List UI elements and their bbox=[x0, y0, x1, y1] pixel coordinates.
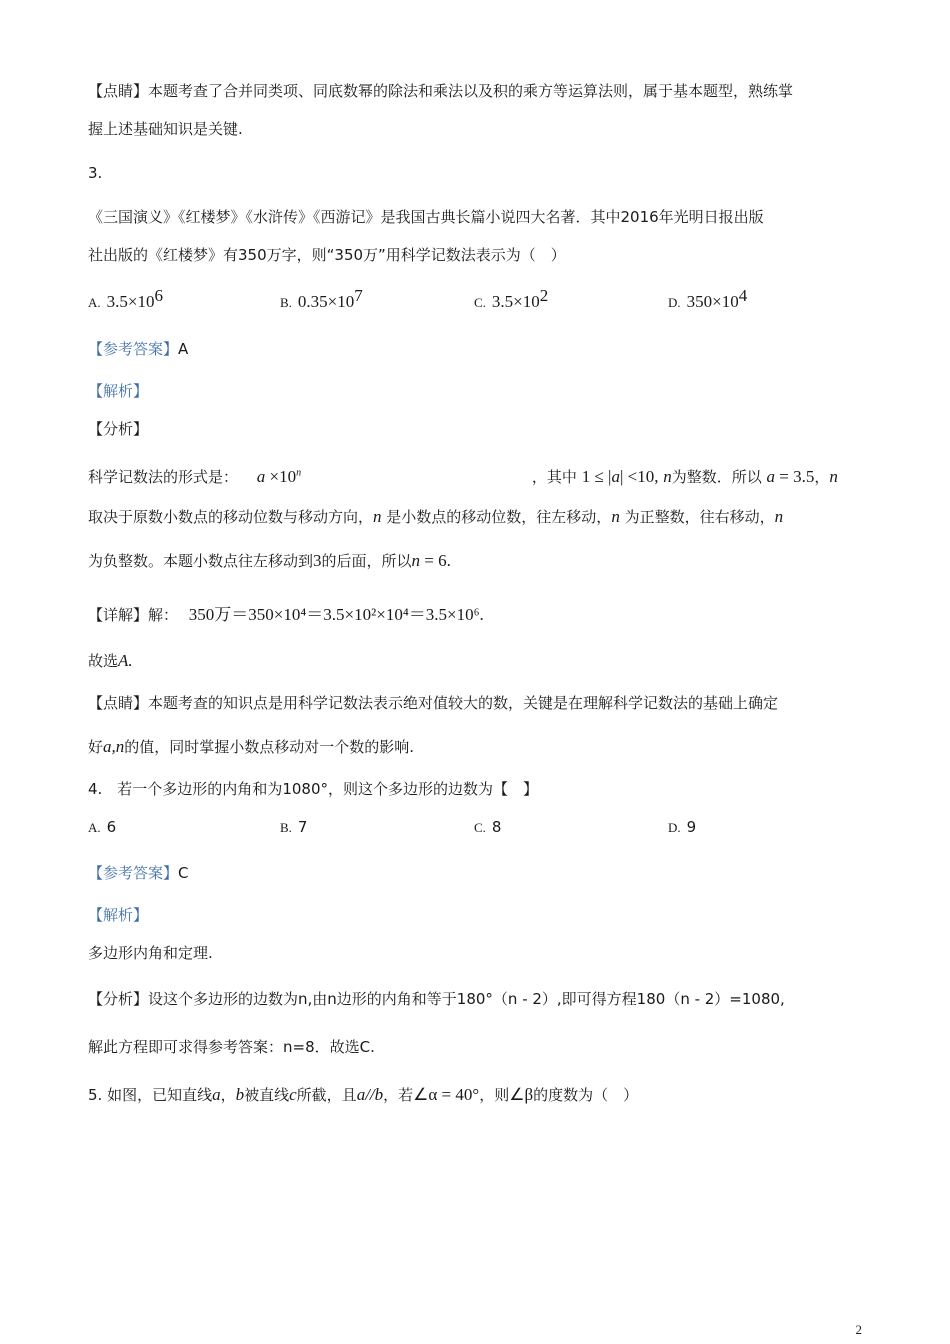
q5-stem: 5. 如图，已知直线a，b被直线c所截，且a//b，若∠α = 40°，则∠β的度数为（ ） bbox=[88, 1085, 639, 1104]
text: ，则 bbox=[479, 1086, 510, 1104]
line-c: c bbox=[289, 1085, 297, 1104]
q3-guxuan bbox=[88, 650, 133, 671]
option-label: C. bbox=[474, 820, 486, 835]
q3-analysis-line-2 bbox=[88, 506, 783, 527]
n-equals-6: n = 6. bbox=[411, 551, 451, 570]
abs-range: 1 ≤ |a| bbox=[581, 467, 628, 486]
q4-fenxi-cont: 解此方程即可求得参考答案：n=8．故选C. bbox=[88, 1038, 375, 1056]
q2-dianjing: 【点睛】本题考查了合并同类项、同底数幂的除法和乘法以及积的乘方等运算法则，属于基本题型，熟练掌 bbox=[88, 82, 794, 100]
text: 为正整数，往右移动， bbox=[624, 508, 775, 526]
text: 为整数．所以 bbox=[671, 468, 762, 486]
option-exp: 6 bbox=[154, 286, 163, 305]
option-label: A. bbox=[88, 295, 101, 310]
page-number: 2 bbox=[855, 1322, 862, 1337]
line-b: b bbox=[235, 1085, 245, 1104]
text: 【详解】解： bbox=[88, 606, 179, 624]
answer-label: 【参考答案】 bbox=[88, 340, 179, 358]
option-base: 3.5×10 bbox=[106, 292, 155, 311]
q2-dianjing-cont: 握上述基础知识是关键. bbox=[88, 120, 243, 138]
q4-option-d[interactable] bbox=[668, 818, 696, 836]
answer-label: 【参考答案】 bbox=[88, 864, 179, 882]
text: 好 bbox=[88, 738, 104, 756]
option-label: B. bbox=[280, 820, 292, 835]
answer-value: C bbox=[178, 864, 189, 882]
var-n: n bbox=[611, 507, 620, 526]
var-n: n bbox=[663, 467, 672, 486]
text: 科学记数法的形式是： bbox=[88, 468, 239, 486]
option-label: C. bbox=[474, 295, 486, 310]
option-exp: 4 bbox=[738, 286, 748, 305]
option-exp: 7 bbox=[354, 286, 363, 305]
sci-form: $a \times 10^n$ bbox=[256, 467, 302, 486]
q3-answer bbox=[88, 338, 188, 359]
angle-alpha: ∠α = 40° bbox=[413, 1085, 480, 1104]
q3-analysis-line-3 bbox=[88, 550, 451, 571]
option-label: A. bbox=[88, 820, 101, 835]
detail-expression: 350万＝350×10⁴＝3.5×10²×10⁴＝3.5×10⁶. bbox=[188, 605, 484, 624]
a-value: a = 3.5 bbox=[766, 467, 815, 486]
q3-stem-2: 社出版的《红楼梦》有350万字，则“350万”用科学记数法表示为（ ） bbox=[88, 246, 566, 264]
text: 故选 bbox=[88, 652, 119, 670]
option-exp: 2 bbox=[539, 286, 549, 305]
option-text: 8 bbox=[491, 818, 502, 836]
option-base: 350×10 bbox=[686, 292, 739, 311]
text: ， bbox=[814, 468, 830, 486]
q3-option-c[interactable] bbox=[474, 286, 548, 312]
option-label: B. bbox=[280, 295, 292, 310]
q4-option-b[interactable] bbox=[280, 818, 307, 836]
text: 的后面，所以 bbox=[321, 552, 412, 570]
option-text: 6 bbox=[106, 818, 117, 836]
var-n: n bbox=[373, 507, 382, 526]
q4-answer bbox=[88, 862, 189, 883]
q3-number: 3. bbox=[88, 164, 103, 182]
q3-option-b[interactable] bbox=[280, 286, 363, 312]
parallel-expr: a//b bbox=[356, 1085, 384, 1104]
option-base: 0.35×10 bbox=[297, 292, 355, 311]
text: ，若 bbox=[383, 1086, 414, 1104]
option-label: D. bbox=[668, 295, 681, 310]
q4-theorem: 多边形内角和定理. bbox=[88, 944, 213, 962]
q3-detail bbox=[88, 600, 484, 625]
option-label: D. bbox=[668, 820, 681, 835]
text: 的度数为（ ） bbox=[533, 1086, 639, 1104]
text: 的值，同时掌握小数点移动对一个数的影响. bbox=[124, 738, 415, 756]
text: 取决于原数小数点的移动位数与移动方向， bbox=[88, 508, 374, 526]
answer-value: A bbox=[178, 340, 189, 358]
q3-dianjing-2 bbox=[88, 736, 414, 757]
line-a: a bbox=[212, 1085, 221, 1104]
text: ，其中 bbox=[531, 468, 577, 486]
choice: A. bbox=[118, 651, 133, 670]
q4-option-a[interactable] bbox=[88, 818, 116, 836]
q4-jiexi: 【解析】 bbox=[88, 906, 149, 924]
text: 为负整数。本题小数点往左移动到 bbox=[88, 552, 314, 570]
var-n: n bbox=[829, 467, 838, 486]
q3-option-a[interactable] bbox=[88, 286, 163, 312]
option-text: 7 bbox=[297, 818, 308, 836]
text: 是小数点的移动位数，往左移动， bbox=[386, 508, 612, 526]
q3-option-d[interactable] bbox=[668, 286, 747, 312]
q3-jiexi: 【解析】 bbox=[88, 382, 149, 400]
option-text: 9 bbox=[686, 818, 697, 836]
q4-fenxi: 【分析】设这个多边形的边数为n,由n边形的内角和等于180°（n - 2）,即可得方程180（n - 2）=1080, bbox=[88, 990, 785, 1008]
q4-stem: 4. 若一个多边形的内角和为1080°，则这个多边形的边数为【 】 bbox=[88, 780, 538, 798]
abs-range-upper: <10, bbox=[627, 467, 659, 486]
var-n: n bbox=[774, 507, 784, 526]
q3-stem-1: 《三国演义》《红楼梦》《水浒传》《西游记》是我国古典长篇小说四大名著．其中2016年光明日报出版 bbox=[88, 208, 764, 226]
q3-fenxi: 【分析】 bbox=[88, 420, 149, 438]
angle-beta: ∠β bbox=[509, 1085, 534, 1104]
q3-analysis-line-1 bbox=[88, 466, 838, 487]
q3-dianjing-1: 【点睛】本题考查的知识点是用科学记数法表示绝对值较大的数，关键是在理解科学记数法的基础上确定 bbox=[88, 694, 779, 712]
vars-a-n: a,n bbox=[103, 737, 125, 756]
digit-3: 3 bbox=[313, 551, 322, 570]
text: 被直线 bbox=[244, 1086, 290, 1104]
q4-option-c[interactable] bbox=[474, 818, 501, 836]
option-base: 3.5×10 bbox=[491, 292, 540, 311]
text: 5. 如图，已知直线 bbox=[88, 1086, 213, 1104]
text: 所截，且 bbox=[296, 1086, 357, 1104]
